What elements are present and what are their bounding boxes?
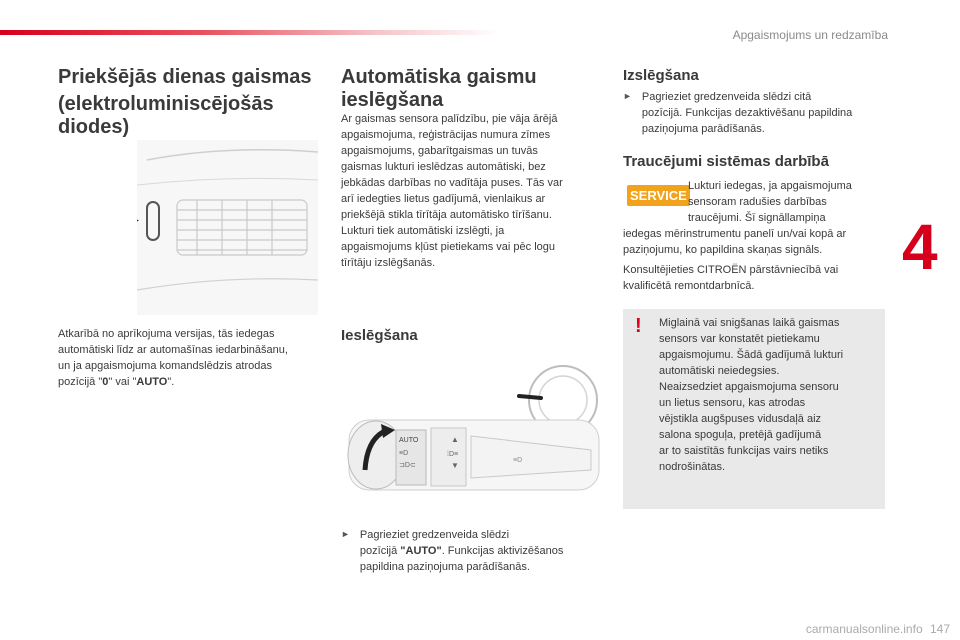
warn-line-1: Miglainā vai snigšanas laikā gaismas bbox=[659, 317, 840, 329]
title-switch-off: Izslēgšana bbox=[623, 67, 699, 84]
section-title: Apgaismojums un redzamība bbox=[732, 28, 888, 42]
auto-line-1: Ar gaismas sensora palīdzību, pie vāja ārējā bbox=[341, 113, 558, 125]
automatic-lighting-text bbox=[341, 111, 611, 271]
malf-line-5: paziņojumu, ko papildina skaņas signāls. bbox=[623, 244, 823, 256]
page-number: 147 bbox=[929, 622, 950, 636]
bullet-arrow-icon: ► bbox=[623, 91, 632, 101]
malf-line-2: sensoram radušies darbības bbox=[688, 196, 827, 208]
bullet-row bbox=[341, 527, 611, 575]
bullet-content bbox=[360, 527, 563, 575]
auto-line-9: apgaismojums kļūst pietiekams vai pēc logu bbox=[341, 241, 555, 253]
switch-off-bullet-row bbox=[623, 89, 893, 137]
daytime-line-2: automātiski līdz ar automašīnas iedarbināšanu, bbox=[58, 344, 288, 356]
stalk-symbol-up: ▲ bbox=[451, 435, 459, 444]
warning-box bbox=[623, 309, 885, 509]
warning-icon: ! bbox=[635, 315, 642, 337]
title-daytime-lights-sub: (elektroluminiscējošās diodes) bbox=[58, 93, 274, 138]
warn-line-2: sensors var konstatēt pietiekamu bbox=[659, 333, 820, 345]
auto-line-4: gaismas lukturi ieslēdzas automātiski, bez bbox=[341, 161, 546, 173]
malf-line-4: iedegas mērinstrumentu panelī un/vai kopā ar bbox=[623, 228, 847, 240]
bullet-prefix: pozīcijā bbox=[359, 545, 401, 557]
title-automatic-lighting: Automātiska gaismu ieslēgšana bbox=[341, 66, 537, 111]
stalk-illustration bbox=[341, 360, 603, 505]
warn-line-9: ar to saistītās funkcijas vairs netiks bbox=[659, 445, 829, 457]
warn-line-6: un lietus sensoru, kas atrodas bbox=[659, 397, 806, 409]
stalk-figure bbox=[341, 360, 603, 505]
bullet-line-1: Pagrieziet gredzenveida slēdzi bbox=[359, 529, 510, 541]
stalk-symbol-down: ▼ bbox=[451, 461, 459, 470]
auto-line-7: priekšējā stikla tīrītāja automātisko tīrīšanu. bbox=[341, 209, 552, 221]
daytime-line-3: un ja apgaismojuma komandslēdzis atrodas bbox=[58, 360, 273, 372]
bullet-suffix: . Funkcijas aktivizēšanos bbox=[441, 545, 564, 557]
title-daytime-lights: Priekšējās dienas gaismas bbox=[58, 66, 312, 88]
auto-line-8: Lukturi tiek automātiski izslēgti, ja bbox=[341, 225, 505, 237]
malfunction-full-text bbox=[623, 226, 893, 258]
stalk-symbol-end: ≡D bbox=[513, 457, 523, 464]
warn-line-10: nodrošinātas. bbox=[659, 461, 726, 473]
daytime-line-1: Atkarībā no aprīkojuma versijas, tās iedegas bbox=[58, 328, 275, 340]
warn-line-5: Neaizsedziet apgaismojuma sensoru bbox=[659, 381, 839, 393]
stalk-symbol-fog: ⁞D≡ bbox=[447, 451, 459, 458]
warn-line-3: apgaismojumu. Šādā gadījumā lukturi bbox=[659, 349, 844, 361]
switch-off-bullet bbox=[623, 89, 893, 137]
auto-line-2: apgaismojuma, reģistrācijas numura zīmes bbox=[341, 129, 551, 141]
switch-on-bullet bbox=[341, 527, 611, 575]
chapter-number: 4 bbox=[902, 211, 938, 283]
warn-line-8: salona spoguļa, pretējā gadījumā bbox=[659, 429, 822, 441]
warning-text bbox=[659, 315, 879, 475]
text-suffix: ". bbox=[167, 376, 175, 388]
auto-line-10: tīrītāju izslēgšanās. bbox=[341, 257, 436, 269]
stalk-auto-label: AUTO bbox=[399, 437, 419, 444]
position-auto: AUTO bbox=[136, 376, 168, 388]
malf-line-3: traucējumi. Šī signāllampiņa bbox=[688, 212, 826, 224]
switch-off-content bbox=[642, 89, 852, 137]
header-accent-bar bbox=[0, 30, 500, 35]
text-prefix: pozīcijā " bbox=[58, 376, 103, 388]
title-switch-on: Ieslēgšana bbox=[341, 327, 418, 344]
auto-line-3: apgaismojums, gabarītgaismas un tuvās bbox=[341, 145, 538, 157]
auto-line-5: jebkādas darbības no vadītāja puses. Tās var bbox=[341, 177, 563, 189]
text-mid: " vai " bbox=[108, 376, 137, 388]
title-malfunction: Traucējumi sistēmas darbībā bbox=[623, 153, 829, 170]
service-warning-icon bbox=[627, 185, 690, 206]
headlight-illustration bbox=[137, 140, 318, 315]
service-label: SERVICE bbox=[627, 185, 690, 206]
stalk-symbol-side: ⊐D⊂ bbox=[399, 462, 416, 469]
bullet-line-2 bbox=[360, 543, 563, 559]
consult-text bbox=[623, 262, 893, 294]
consult-line-1: Konsultējieties CITROËN pārstāvniecībā vai bbox=[623, 264, 839, 276]
malf-line-1: Lukturi iedegas, ja apgaismojuma bbox=[688, 180, 852, 192]
off-line-1: Pagrieziet gredzenveida slēdzi citā bbox=[641, 91, 812, 103]
off-line-2: pozīcijā. Funkcijas dezaktivēšanu papildina bbox=[641, 107, 853, 119]
off-line-3: paziņojuma parādīšanās. bbox=[641, 123, 765, 135]
bullet-line-3: papildina paziņojuma parādīšanās. bbox=[359, 561, 530, 573]
footer bbox=[806, 622, 950, 636]
consult-line-2: kvalificētā remontdarbnīcā. bbox=[623, 280, 755, 292]
stalk-symbol-low: ≡D bbox=[399, 450, 409, 457]
bullet-auto: "AUTO" bbox=[400, 545, 442, 557]
warn-line-7: vējstikla augšpuses vidusdaļā aiz bbox=[659, 413, 822, 425]
headlight-figure bbox=[137, 140, 318, 315]
daytime-line-4 bbox=[58, 374, 328, 390]
daytime-lights-text bbox=[58, 326, 328, 390]
watermark: carmanualsonline.info bbox=[805, 622, 923, 636]
bullet-arrow-icon: ► bbox=[341, 529, 350, 539]
position-zero: 0 bbox=[102, 376, 109, 388]
auto-line-6: arī iedegties lietus gadījumā, vienlaikus ar bbox=[341, 193, 546, 205]
malfunction-indented-text bbox=[688, 178, 898, 226]
warn-line-4: automātiski neiedegsies. bbox=[659, 365, 780, 377]
